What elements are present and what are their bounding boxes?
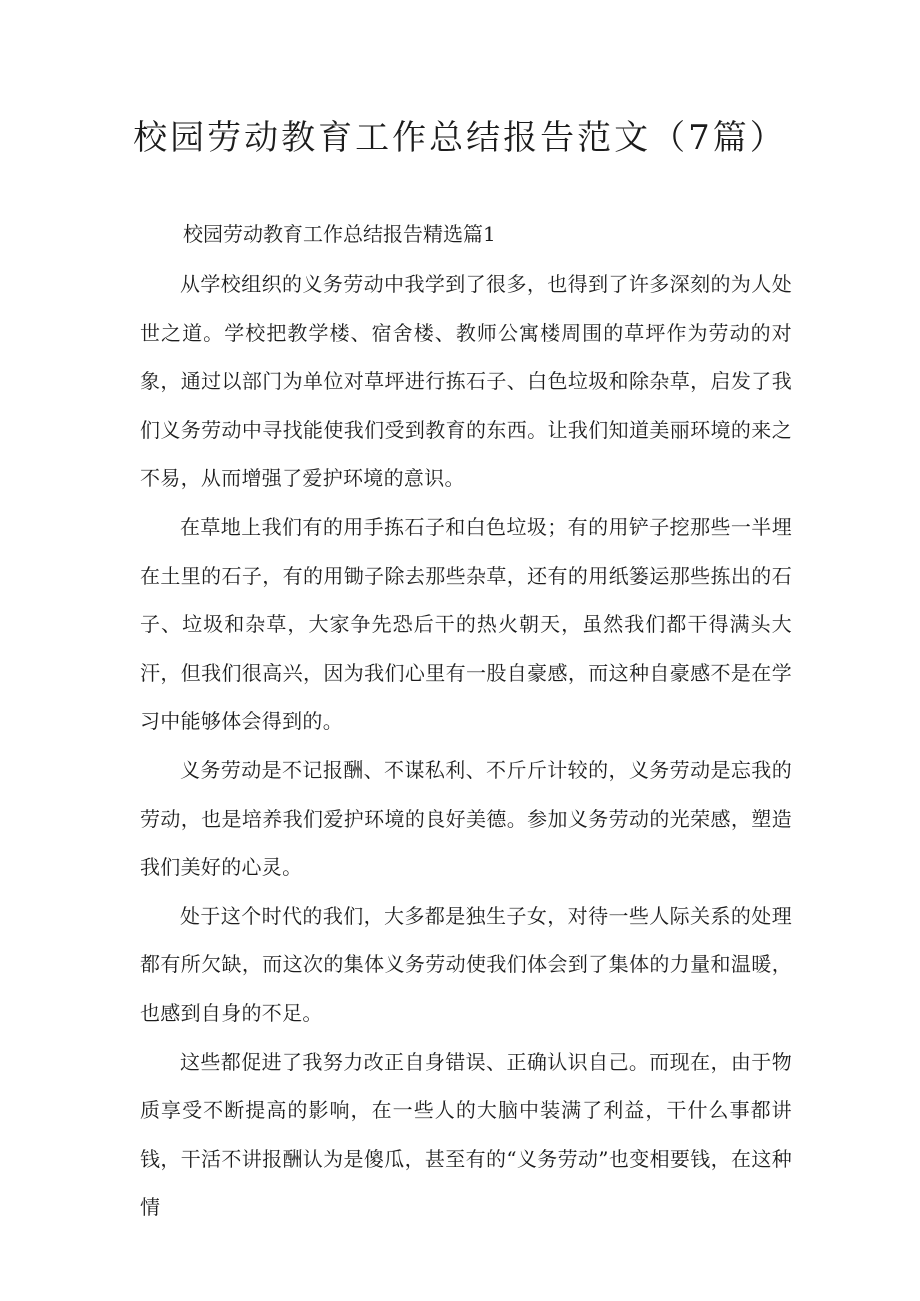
section-heading: 校园劳动教育工作总结报告精选篇1 [183,222,496,246]
paragraph-3: 义务劳动是不记报酬、不谋私利、不斤斤计较的，义务劳动是忘我的劳动，也是培养我们爱护环境的良好美德。参加义务劳动的光荣感，塑造我们美好的心灵。 [140,757,792,880]
paragraph-5: 这些都促进了我努力改正自身错误、正确认识自己。而现在，由于物质享受不断提高的影响，在一些人的大脑中装满了利益，干什么事都讲钱，干活不讲报酬认为是傻瓜，甚至有的“义务劳动”也变相要钱，在这种情 [140,1049,792,1220]
paragraph-4: 处于这个时代的我们，大多都是独生子女，对待一些人际关系的处理都有所欠缺，而这次的集体义务劳动使我们体会到了集体的力量和温暖，也感到自身的不足。 [140,903,792,1025]
document-body [140,260,792,1232]
paragraph-2: 在草地上我们有的用手拣石子和白色垃圾；有的用铲子挖那些一半埋在土里的石子，有的用锄子除去那些杂草，还有的用纸篓运那些拣出的石子、垃圾和杂草，大家争先恐后干的热火朝天，虽然我们都干得满头大汗，但我们很高兴，因为我们心里有一股自豪感，而这种自豪感不是在学习中能够体会得到的。 [140,514,792,734]
paragraph-1: 从学校组织的义务劳动中我学到了很多，也得到了许多深刻的为人处世之道。学校把教学楼、宿舍楼、教师公寓楼周围的草坪作为劳动的对象，通过以部门为单位对草坪进行拣石子、白色垃圾和除杂草，启发了我们义务劳动中寻找能使我们受到教育的东西。让我们知道美丽环境的来之不易，从而增强了爱护环境的意识。 [140,272,792,491]
document-title: 校园劳动教育工作总结报告范文（7篇） [133,118,787,158]
